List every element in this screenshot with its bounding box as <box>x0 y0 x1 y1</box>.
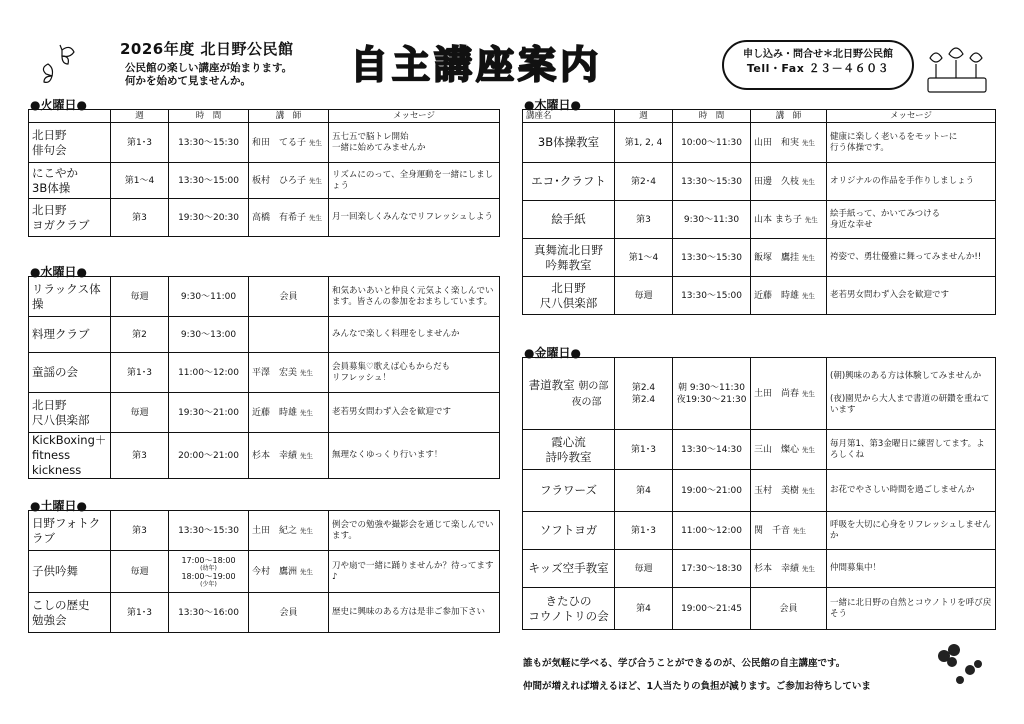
table-row <box>29 551 500 593</box>
week: 第1～4 <box>111 163 169 199</box>
message: 袴姿で、勇壮優雅に舞ってみませんか!! <box>827 239 996 277</box>
time: 19:00～21:00 <box>673 470 751 512</box>
week: 第2･4 <box>615 163 673 201</box>
week: 第4 <box>615 588 673 630</box>
table-row <box>523 470 996 512</box>
time: 13:30～15:30 <box>673 163 751 201</box>
week: 毎週 <box>615 277 673 315</box>
week: 第1･3 <box>615 512 673 550</box>
week: 毎週 <box>111 277 169 317</box>
teacher: 今村 鷹洲 先生 <box>249 551 329 593</box>
course-name: 北日野 ヨガクラブ <box>29 199 111 237</box>
table-row <box>523 550 996 588</box>
course-name: 日野フォトクラブ <box>29 511 111 551</box>
section-title-thursday: ●木曜日● <box>524 98 581 112</box>
butterfly-icon <box>40 44 80 90</box>
message: 一緒に北日野の自然とコウノトリを呼び戻そう <box>827 588 996 630</box>
time: 19:00～21:45 <box>673 588 751 630</box>
course-name: 北日野 尺八倶楽部 <box>29 393 111 433</box>
table-row <box>523 163 996 201</box>
contact-box: 申し込み・問合せ＊北日野公民館 Tell・Fax ２３－４６０３ <box>722 40 914 90</box>
time: 朝 9:30～11:30 夜19:30～21:30 <box>673 358 751 430</box>
course-name: キッズ空手教室 <box>523 550 615 588</box>
table-row <box>523 201 996 239</box>
week: 第2 <box>111 317 169 353</box>
teacher: 土田 紀之 先生 <box>249 511 329 551</box>
week: 第1･3 <box>111 593 169 633</box>
course-name: 北日野 尺八倶楽部 <box>523 277 615 315</box>
time: 13:30～15:30 <box>169 123 249 163</box>
message: 五七五で脳トレ開始 一緒に始めてみませんか <box>329 123 500 163</box>
subtitle: 公民館の楽しい講座が始まります。 何かを始めて見ませんか。 <box>125 62 293 87</box>
course-name: 真舞流北日野 吟舞教室 <box>523 239 615 277</box>
teacher: 杉本 幸績 先生 <box>249 433 329 479</box>
thursday-table: 講座名 週 時 間 講 師 メッセージ 3B体操教室 第1, 2, 4 10:00～11:30 山田 和実 先生 健康に楽しく老いるをモットーに 行う体操です。 エコ･クラフト 第2･4 13:30～15:30 田邊 久枝 先生 オリジナルの作品を手作りしましょう 絵手紙 第3 9:30～11:30 山本 まち子 先生 絵手紙って、かいてみつける 身近な幸せ 真舞流北日野 吟舞教室 第1～4 13:30～15:30 飯塚 鷹挂 先生 袴姿で、勇壮優雅に舞ってみませんか!! 北日野 尺八倶楽部 毎週 13:30～15:00 近藤 時雄 先生 老若男女問わず入会を歓迎です <box>522 109 996 315</box>
course-name: 書道教室 朝の部 夜の部 <box>523 358 615 430</box>
teacher: 玉村 美樹 先生 <box>751 470 827 512</box>
time: 17:00～18:00 (幼年) 18:00～19:00 (少年) <box>169 551 249 593</box>
table-row <box>523 588 996 630</box>
page-title: 自主講座案内 <box>350 43 603 87</box>
course-name: KickBoxing＋ fitness kickness <box>29 433 111 479</box>
week: 第3 <box>111 511 169 551</box>
week: 毎週 <box>111 393 169 433</box>
flower-icon <box>930 636 990 696</box>
message: 刀や扇で一緒に踊りませんか？待ってます♪ <box>329 551 500 593</box>
message: 例会での勉強や撮影会を通じて楽しんでいます。 <box>329 511 500 551</box>
time: 9:30～11:00 <box>169 277 249 317</box>
course-name: 絵手紙 <box>523 201 615 239</box>
teacher: 近藤 時雄 先生 <box>751 277 827 315</box>
message: 会員募集♡歌えば心もからだも リフレッシュ！ <box>329 353 500 393</box>
table-row <box>29 199 500 237</box>
time: 13:30～15:00 <box>169 163 249 199</box>
table-row <box>523 123 996 163</box>
time: 13:30～15:30 <box>169 511 249 551</box>
friday-table <box>522 357 996 630</box>
table-row <box>29 353 500 393</box>
message: オリジナルの作品を手作りしましょう <box>827 163 996 201</box>
table-row <box>29 593 500 633</box>
footer-line-1: 誰もが気軽に学べる、学び合うことができるのが、公民館の自主講座です。 <box>523 658 846 669</box>
table-row <box>523 512 996 550</box>
time: 11:00～12:00 <box>673 512 751 550</box>
teacher: 高橋 有希子 先生 <box>249 199 329 237</box>
message: (朝)興味のある方は体験してみませんか (夜)園児から大人まで書道の研鑽を重ねています <box>827 358 996 430</box>
message: 月一回楽しくみんなでリフレッシュしよう <box>329 199 500 237</box>
time: 10:00～11:30 <box>673 123 751 163</box>
course-name: 北日野 俳句会 <box>29 123 111 163</box>
table-row <box>29 433 500 479</box>
teacher: 三山 燦心 先生 <box>751 430 827 470</box>
time: 9:30～13:00 <box>169 317 249 353</box>
table-row <box>29 163 500 199</box>
week: 第3 <box>111 199 169 237</box>
teacher: 会員 <box>249 277 329 317</box>
course-name: エコ･クラフト <box>523 163 615 201</box>
course-name: 霞心流 詩吟教室 <box>523 430 615 470</box>
message: 老若男女問わず入会を歓迎です <box>827 277 996 315</box>
teacher: 山田 和実 先生 <box>751 123 827 163</box>
course-name: きたひの コウノトリの会 <box>523 588 615 630</box>
week: 第1･3 <box>111 123 169 163</box>
tulip-icon <box>924 40 990 96</box>
message: みんなで楽しく料理をしませんか <box>329 317 500 353</box>
message: 毎月第1、第3金曜日に練習してます。よろしくね <box>827 430 996 470</box>
message: 和気あいあいと仲良く元気よく楽しんでいます。皆さんの参加をおまちしています。 <box>329 277 500 317</box>
teacher: 田邊 久枝 先生 <box>751 163 827 201</box>
time: 19:30～21:00 <box>169 393 249 433</box>
course-name: 料理クラブ <box>29 317 111 353</box>
section-title-friday: ●金曜日● <box>524 346 581 360</box>
table-row <box>29 393 500 433</box>
time: 9:30～11:30 <box>673 201 751 239</box>
message: 健康に楽しく老いるをモットーに 行う体操です。 <box>827 123 996 163</box>
week: 第3 <box>615 201 673 239</box>
teacher: 会員 <box>751 588 827 630</box>
week: 毎週 <box>615 550 673 588</box>
table-row <box>523 358 996 430</box>
table-row <box>523 239 996 277</box>
week: 第1～4 <box>615 239 673 277</box>
time: 19:30～20:30 <box>169 199 249 237</box>
table-row <box>29 123 500 163</box>
time: 20:00～21:00 <box>169 433 249 479</box>
message: 老若男女問わず入会を歓迎です <box>329 393 500 433</box>
footer-line-2: 仲間が増えれば増えるほど、1人当たりの負担が減ります。ご参加お待ちしていま <box>523 681 871 692</box>
week: 第1, 2, 4 <box>615 123 673 163</box>
teacher: 和田 てる子 先生 <box>249 123 329 163</box>
year-title: 2026年度 北日野公民館 <box>120 40 294 58</box>
time: 17:30～18:30 <box>673 550 751 588</box>
tuesday-table: 週 時 間 講 師 メッセージ 北日野 俳句会 第1･3 13:30～15:30 和田 てる子 先生 五七五で脳トレ開始 一緒に始めてみませんか にこやか 3B体操 第1～4 13:30～15:00 板村 ひろ子 先生 リズムにのって、全身運動を一緒にしましょう 北日野 ヨガクラブ 第3 19:30～20:30 高橋 有希子 先生 月一回楽しくみんなでリフレッシュしよう <box>28 109 500 237</box>
week: 第3 <box>111 433 169 479</box>
teacher: 土田 尚春 先生 <box>751 358 827 430</box>
course-name: リラックス体操 <box>29 277 111 317</box>
section-title-wednesday: ●水曜日● <box>30 265 87 279</box>
time: 13:30～15:30 <box>673 239 751 277</box>
message: 仲間募集中！ <box>827 550 996 588</box>
week: 毎週 <box>111 551 169 593</box>
course-name: ソフトヨガ <box>523 512 615 550</box>
teacher: 関 千音 先生 <box>751 512 827 550</box>
week: 第1･3 <box>111 353 169 393</box>
teacher: 近藤 時雄 先生 <box>249 393 329 433</box>
week: 第2.4 第2.4 <box>615 358 673 430</box>
course-name: 3B体操教室 <box>523 123 615 163</box>
course-name: 子供吟舞 <box>29 551 111 593</box>
week: 第4 <box>615 470 673 512</box>
course-name: こしの歴史 勉強会 <box>29 593 111 633</box>
message: お花でやさしい時間を過ごしませんか <box>827 470 996 512</box>
time: 13:30～14:30 <box>673 430 751 470</box>
saturday-table <box>28 510 500 633</box>
section-title-saturday: ●土曜日● <box>30 499 87 513</box>
table-row <box>29 277 500 317</box>
table-row <box>29 317 500 353</box>
teacher: 山本 まち子 先生 <box>751 201 827 239</box>
teacher: 平澤 宏美 先生 <box>249 353 329 393</box>
teacher: 会員 <box>249 593 329 633</box>
time: 11:00～12:00 <box>169 353 249 393</box>
week: 第1･3 <box>615 430 673 470</box>
message: 歴史に興味のある方は是非ご参加下さい <box>329 593 500 633</box>
teacher: 板村 ひろ子 先生 <box>249 163 329 199</box>
message: 呼吸を大切に心身をリフレッシュしませんか <box>827 512 996 550</box>
message: 絵手紙って、かいてみつける 身近な幸せ <box>827 201 996 239</box>
teacher: 飯塚 鷹挂 先生 <box>751 239 827 277</box>
time: 13:30～16:00 <box>169 593 249 633</box>
wednesday-table <box>28 276 500 479</box>
course-name: 童謡の会 <box>29 353 111 393</box>
message: リズムにのって、全身運動を一緒にしましょう <box>329 163 500 199</box>
section-title-tuesday: ●火曜日● <box>30 98 87 112</box>
time: 13:30～15:00 <box>673 277 751 315</box>
course-name: フラワーズ <box>523 470 615 512</box>
table-row <box>523 277 996 315</box>
teacher: 杉本 幸績 先生 <box>751 550 827 588</box>
course-name: にこやか 3B体操 <box>29 163 111 199</box>
table-row <box>523 430 996 470</box>
message: 無理なくゆっくり行います！ <box>329 433 500 479</box>
table-row <box>29 511 500 551</box>
